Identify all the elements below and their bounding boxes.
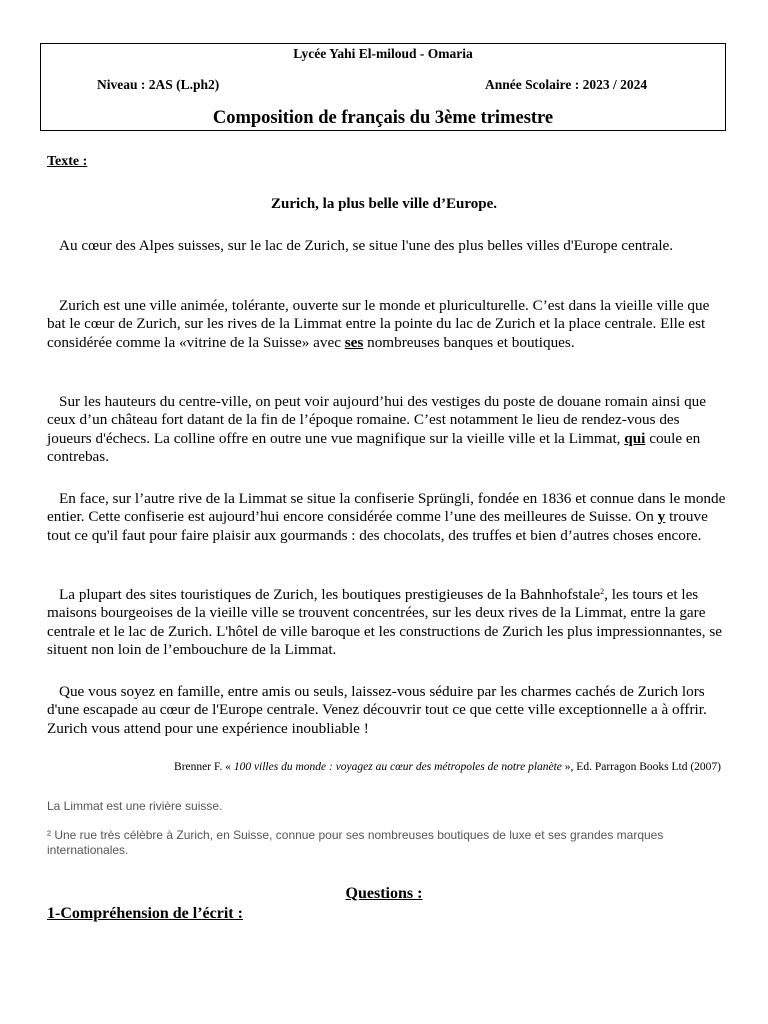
underlined-word-ses: ses [344, 333, 364, 351]
article-title: Zurich, la plus belle ville d’Europe. [270, 196, 497, 212]
source-closing: », [561, 761, 577, 773]
underlined-word-y: y [657, 508, 666, 526]
school-name: Lycée Yahi El-miloud - Omaria [293, 46, 473, 61]
paragraph-5 [47, 586, 727, 659]
texte-label: Texte : [47, 154, 88, 169]
paragraph-4 [47, 490, 727, 545]
paragraph-3-text-b: coule en contrebas. [47, 429, 701, 465]
paragraph-5-text-b: , les tours et les maisons bourgeoises de la vieille ville se trouvent concentrées, sur les deux rives de la Limmat, entre la gare centrale et le lac de Zurich. L'hôtel de ville baroque et les constructions de Zurich les plus impressionnantes, se situent non loin de l’embouchure de la Limmat. [47, 586, 722, 658]
paragraph-5-text-a: La plupart des sites touristiques de Zurich, les boutiques prestigieuses de la Bahnhofstale [59, 586, 601, 603]
paragraph-3-text-a: Sur les hauteurs du centre-ville, on peut voir aujourd’hui des vestiges du poste de douane romain ainsi que ceux d’un château fort datant de la fin de l’époque romaine. C’est notamment le lieu de rendez-vous des joueurs d'échecs. La colline offre en outre une vue magnifique sur la vieille ville et la Limmat, [47, 393, 706, 447]
paragraph-6: Que vous soyez en famille, entre amis ou seuls, laissez-vous séduire par les charmes cachés de Zurich lors d'une escapade au cœur de l'Europe centrale. Venez découvrir tout ce que cette ville exceptionnelle a à offrir. Zurich vous attend pour une expérience inoubliable ! [47, 683, 707, 737]
underlined-word-qui: qui [624, 429, 646, 447]
source-author: Brenner F. « [174, 761, 234, 773]
source-citation [0, 761, 721, 773]
paragraph-2-text-a: Zurich est une ville animée, tolérante, ouverte sur le monde et pluriculturelle. C’est dans la vieille ville que bat le cœur de Zurich, sur les rives de la Limmat entre la pointe du lac de Zurich et la place centrale. Elle est considérée comme la «vitrine de la Suisse» avec [47, 297, 710, 351]
footnote-ref-2: 2 [600, 587, 605, 596]
paragraph-2-text-b: nombreuses banques et boutiques. [363, 333, 575, 351]
paragraph-1: Au cœur des Alpes suisses, sur le lac de Zurich, se situe l'une des plus belles villes d'Europe centrale. [59, 237, 674, 254]
header-box [40, 43, 726, 131]
class-level: Niveau : 2AS (L.ph2) [97, 77, 220, 92]
paragraph-2 [47, 297, 727, 352]
source-book-title: 100 villes du monde : voyagez au cœur des métropoles de notre planète [233, 761, 562, 773]
source-publisher: Ed. Parragon Books Ltd [576, 761, 688, 773]
paragraph-4-text-b: trouve tout ce qu'il faut pour faire plaisir aux gourmands : des chocolats, des truffes et bien d’autres choses encore. [47, 508, 708, 544]
paragraph-3 [47, 393, 727, 466]
section-comprehension: 1-Compréhension de l’écrit : [47, 905, 243, 922]
exam-title: Composition de français du 3ème trimestre [212, 108, 554, 128]
source-year: (2007) [687, 761, 721, 773]
school-year: Année Scolaire : 2023 / 2024 [485, 77, 648, 92]
questions-title: Questions : [345, 885, 423, 902]
footnote-1: La Limmat est une rivière suisse. [47, 799, 223, 813]
paragraph-4-text-a: En face, sur l’autre rive de la Limmat se situe la confiserie Sprüngli, fondée en 1836 et connue dans le monde entier. Cette confiserie est aujourd’hui encore considérée comme l’une des meilleures de Suisse. On [47, 490, 726, 526]
footnote-2: ² Une rue très célèbre à Zurich, en Suisse, connue pour ses nombreuses boutiques de luxe et ses grandes marques internationales. [47, 828, 664, 857]
